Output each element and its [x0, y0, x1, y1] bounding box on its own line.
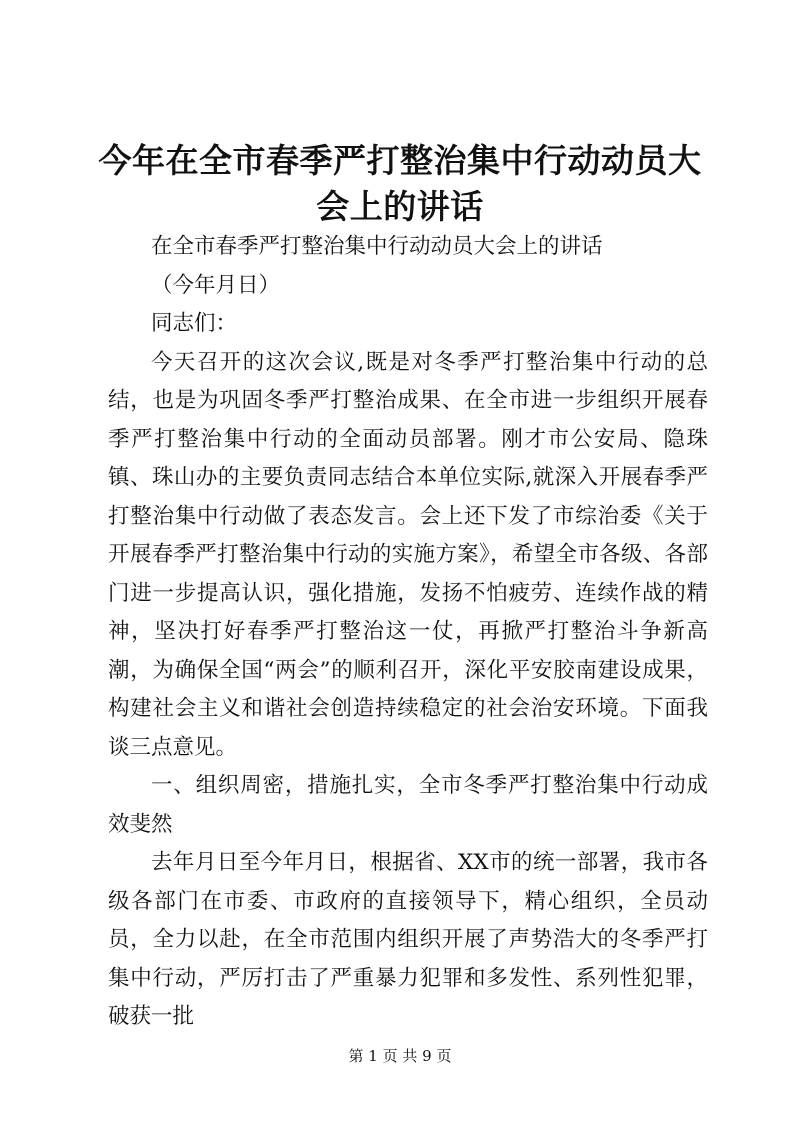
- body-paragraph: 今天召开的这次会议,既是对冬季严打整治集中行动的总结，也是为巩固冬季严打整治成果、在全市进一步组织开展春季严打整治集中行动的全面动员部署。刚才市公安局、隐珠镇、珠山办的主要负责同志结合本单位实际,就深入开展春季严打整治集中行动做了表态发言。会上还下发了市综治委《关于开展春季严打整治集中行动的实施方案》，希望全市各级、各部门进一步提高认识，强化措施，发扬不怕疲劳、连续作战的精神，坚决打好春季严打整治这一仗，再掀严打整治斗争新高潮，为确保全国“两会”的顺利召开，深化平安胶南建设成果，构建社会主义和谐社会创造持续稳定的社会治安环境。下面我谈三点意见。: [108, 349, 708, 760]
- body-paragraph: 去年月日至今年月日，根据省、XX市的统一部署，我市各级各部门在市委、市政府的直接领导下，精心组织，全员动员，全力以赴，在全市范围内组织开展了声势浩大的冬季严打集中行动，严厉打击了严重暴力犯罪和多发性、系列性犯罪，破获一批: [108, 850, 708, 1029]
- salutation-paragraph: 同志们：: [151, 311, 238, 336]
- section-heading: 一、组织周密，措施扎实，全市冬季严打整治集中行动成效斐然: [108, 773, 708, 837]
- page-footer: 第 1 页 共 9 页: [348, 1047, 452, 1065]
- subtitle-paragraph: 在全市春季严打整治集中行动动员大会上的讲话: [151, 234, 603, 259]
- document-title: 今年在全市春季严打整治集中行动动员大会上的讲话: [98, 141, 702, 226]
- date-paragraph: （今年月日）: [151, 272, 281, 298]
- document-body: [108, 228, 708, 1037]
